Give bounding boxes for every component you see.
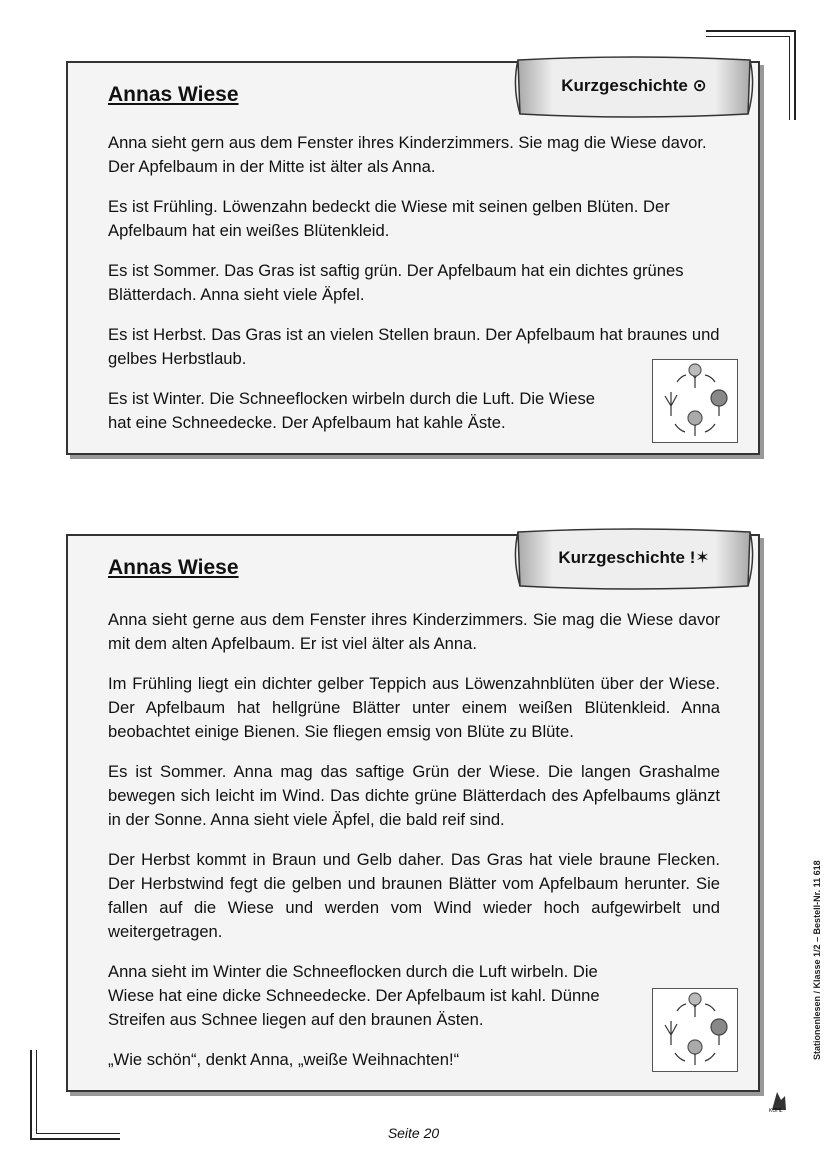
story-type-ribbon xyxy=(512,528,756,590)
paragraph: Es ist Frühling. Löwenzahn bedeckt die Wiese mit seinen gelben Blüten. Der Apfelbaum hat ein weißes Blütenkleid. xyxy=(108,197,670,240)
ribbon-label: Kurzgeschichte ⊙ xyxy=(561,76,707,95)
paragraph: Anna sieht gerne aus dem Fenster ihres Kinderzimmers. Sie mag die Wiese davor mit dem alten Apfelbaum. Er ist viel älter als Anna. xyxy=(108,610,720,653)
paragraph: „Wie schön“, denkt Anna, „weiße Weihnachten!“ xyxy=(108,1050,460,1069)
seasons-tree-icon xyxy=(652,359,738,443)
card-title: Annas Wiese xyxy=(108,556,239,579)
paragraph: Der Herbst kommt in Braun und Gelb daher. Das Gras hat viele braune Flecken. Der Herbstwind fegt die gelben und braunen Blätter vom Apfelbaum herunter. Sie fallen auf die Wiese und werden vom Wind wieder hoch aufgewirbelt und weitergetragen. xyxy=(108,850,720,941)
corner-line-bottom-v2 xyxy=(36,1050,37,1134)
card-body xyxy=(108,131,720,451)
corner-line-top-v xyxy=(794,30,796,120)
seasons-tree-icon xyxy=(652,988,738,1072)
story-card-simple xyxy=(66,61,760,455)
publisher-name: KOHL xyxy=(769,1108,783,1112)
corner-line-top-v2 xyxy=(789,36,790,120)
page-number: Seite 20 xyxy=(387,1125,440,1141)
corner-line-top-h xyxy=(706,30,796,32)
corner-line-top-h2 xyxy=(706,36,790,37)
paragraph: Es ist Sommer. Anna mag das saftige Grün der Wiese. Die langen Grashalme bewegen sich leicht im Wind. Das dichte grüne Blätterdach des Apfelbaums glänzt in der Sonne. Anna sieht viele Äpfel, die bald reif sind. xyxy=(108,762,720,829)
paragraph: Es ist Herbst. Das Gras ist an vielen Stellen braun. Der Apfelbaum hat braunes und gelbes Herbstlaub. xyxy=(108,325,720,368)
paragraph: Anna sieht gern aus dem Fenster ihres Kinderzimmers. Sie mag die Wiese davor. Der Apfelbaum in der Mitte ist älter als Anna. xyxy=(108,133,707,176)
card-body xyxy=(108,608,720,1088)
side-order-info: Stationenlesen / Klasse 1/2 – Bestell-Nr. 11 618 xyxy=(812,860,822,1060)
paragraph: Es ist Winter. Die Schneeflocken wirbeln durch die Luft. Die Wiese hat eine Schneedecke. Der Apfelbaum hat kahle Äste. xyxy=(108,389,595,432)
ribbon-label: Kurzgeschichte !✶ xyxy=(558,548,710,567)
paragraph: Es ist Sommer. Das Gras ist saftig grün. Der Apfelbaum hat ein dichtes grünes Blätterdach. Anna sieht viele Äpfel. xyxy=(108,261,684,304)
card-title: Annas Wiese xyxy=(108,83,239,106)
paragraph: Anna sieht im Winter die Schneeflocken durch die Luft wirbeln. Die Wiese hat eine dicke Schneedecke. Der Apfelbaum ist kahl. Dünne Streifen aus Schnee liegen auf den braunen Ästen. xyxy=(108,962,600,1029)
story-card-advanced xyxy=(66,534,760,1092)
publisher-logo xyxy=(769,1086,789,1112)
paragraph: Im Frühling liegt ein dichter gelber Teppich aus Löwenzahnblüten über der Wiese. Der Apfelbaum hat hellgrüne Blätter unter einem weißen Blütenkleid. Anna beobachtet einige Bienen. Sie fliegen emsig von Blüte zu Blüte. xyxy=(108,674,720,741)
story-type-ribbon xyxy=(512,56,756,118)
